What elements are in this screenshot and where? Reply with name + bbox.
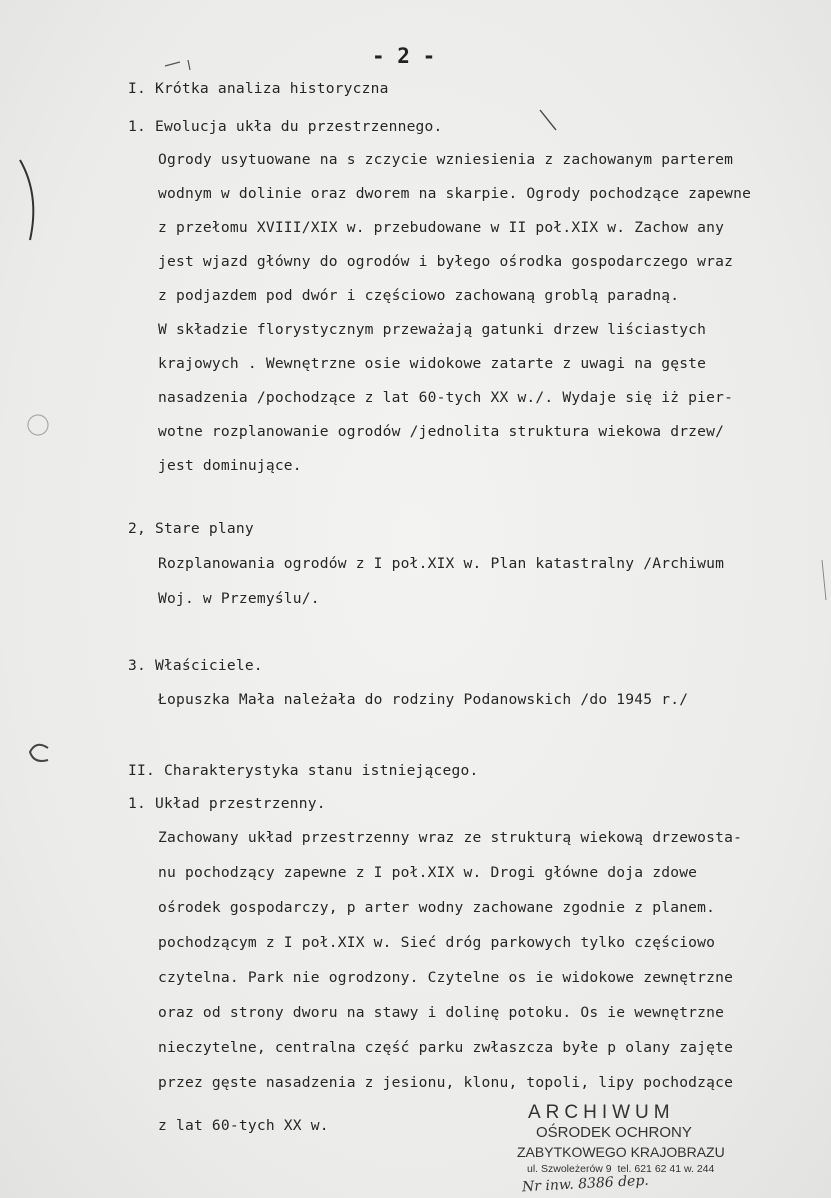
text-line: nieczytelne, centralna część parku zwłaszcza byłe p olany zajęte [158, 1039, 734, 1056]
text-line: czytelna. Park nie ogrodzony. Czytelne os ie widokowe zewnętrzne [158, 969, 734, 986]
subsection-1-1-heading: 1. Ewolucja ukła du przestrzennego. [128, 118, 443, 135]
text-line: z przełomu XVIII/XIX w. przebudowane w II poł.XIX w. Zachow any [158, 219, 725, 236]
text-line: wotne rozplanowanie ogrodów /jednolita struktura wiekowa drzew/ [158, 423, 725, 440]
text-line: nu pochodzący zapewne z I poł.XIX w. Drogi główne doja zdowe [158, 864, 698, 881]
subsection-2-1-heading: 1. Układ przestrzenny. [128, 795, 326, 812]
section-2-heading: II. Charakterystyka stanu istniejącego. [128, 762, 479, 779]
stamp-line-address: ul. Szwoleżerów 9 tel. 621 62 41 w. 244 [527, 1163, 715, 1175]
stamp-line-osrodek: OŚRODEK OCHRONY [536, 1124, 692, 1141]
text-line: jest wjazd główny do ogrodów i byłego ośrodka gospodarczego wraz [158, 253, 734, 270]
text-line: Łopuszka Mała należała do rodziny Podanowskich /do 1945 r./ [158, 691, 689, 708]
text-line: Rozplanowania ogrodów z I poł.XIX w. Plan katastralny /Archiwum [158, 555, 725, 572]
text-line: Woj. w Przemyślu/. [158, 590, 320, 607]
page-number: - 2 - [372, 44, 436, 68]
text-line: z podjazdem pod dwór i częściowo zachowaną groblą paradną. [158, 287, 680, 304]
text-line: Ogrody usytuowane na s zczycie wzniesienia z zachowanym parterem [158, 151, 734, 168]
stamp-handwritten-inventory: Nr inw. 8386 dep. [521, 1172, 650, 1196]
text-line: wodnym w dolinie oraz dworem na skarpie. Ogrody pochodzące zapewne [158, 185, 752, 202]
text-line: jest dominujące. [158, 457, 302, 474]
text-line: ośrodek gospodarczy, p arter wodny zachowane zgodnie z planem. [158, 899, 716, 916]
subsection-1-3-heading: 3. Właściciele. [128, 657, 263, 674]
text-line: nasadzenia /pochodzące z lat 60-tych XX w./. Wydaje się iż pier- [158, 389, 734, 406]
text-line: krajowych . Wewnętrzne osie widokowe zatarte z uwagi na gęste [158, 355, 707, 372]
text-line: z lat 60-tych XX w. [158, 1117, 329, 1134]
text-line: Zachowany układ przestrzenny wraz ze strukturą wiekową drzewosta- [158, 829, 743, 846]
text-line: przez gęste nasadzenia z jesionu, klonu, topoli, lipy pochodzące [158, 1074, 734, 1091]
stamp-line-zabytkowego: ZABYTKOWEGO KRAJOBRAZU [517, 1144, 725, 1160]
subsection-1-2-heading: 2, Stare plany [128, 520, 254, 537]
text-line: oraz od strony dworu na stawy i dolinę potoku. Os ie wewnętrzne [158, 1004, 725, 1021]
section-1-heading: I. Krótka analiza historyczna [128, 80, 389, 97]
stamp-line-archiwum: ARCHIWUM [528, 1102, 675, 1123]
text-line: W składzie florystycznym przeważają gatunki drzew liściastych [158, 321, 707, 338]
text-line: pochodzącym z I poł.XIX w. Sieć dróg parkowych tylko częściowo [158, 934, 716, 951]
